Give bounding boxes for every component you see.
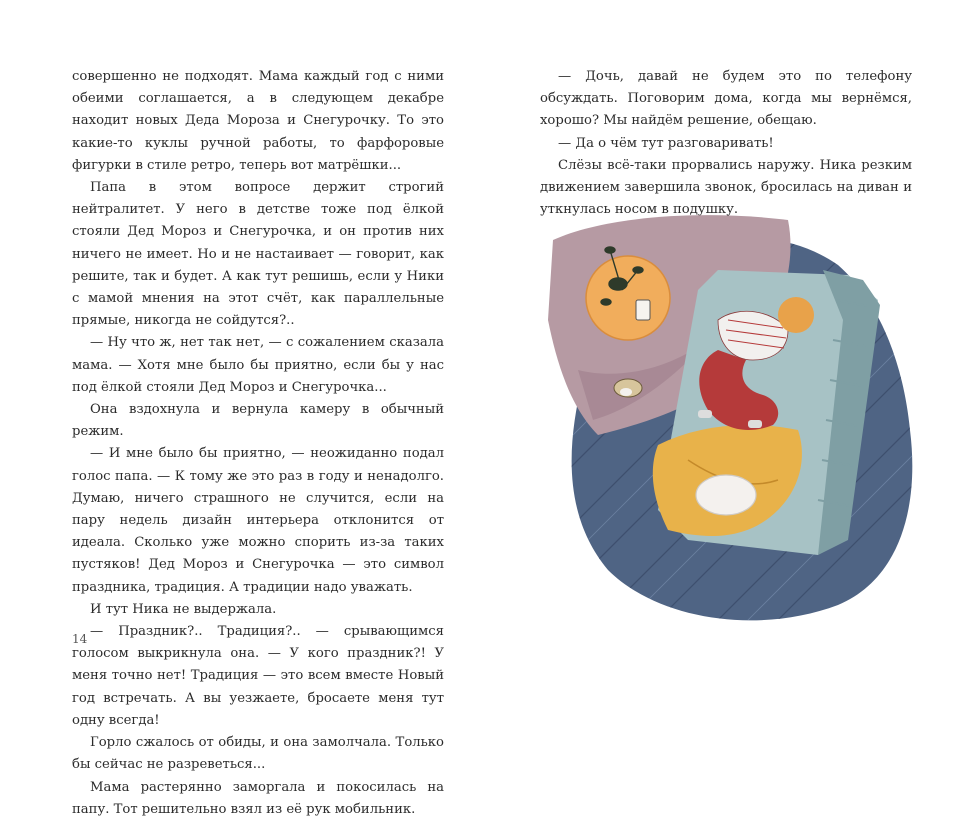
girl-head xyxy=(778,297,814,333)
illustration-svg xyxy=(548,210,918,630)
paragraph: — Да о чём тут разговаривать! xyxy=(558,135,774,151)
paragraph: И тут Ника не выдержала. xyxy=(90,601,277,617)
phone-icon xyxy=(636,300,650,320)
girl-sock xyxy=(698,410,712,418)
girl-sock xyxy=(748,420,762,428)
paragraph: — И мне было бы приятно, — неожиданно подал голос папа. — К тому же это раз в году и ненадолго. Думаю, ничего страшного не случится, если на пару недель дизайн интерьера отклонится от идеала. Сколько уже можно спорить из-за таких пустяков! Дед Мороз и Снегурочка — это символ праздника, традиция. А традиции надо уважать. xyxy=(72,446,444,595)
pillow xyxy=(696,475,756,515)
paragraph: Мама растерянно заморгала и покосилась на папу. Тот решительно взял из её рук мобильник. xyxy=(72,779,444,817)
paragraph: Она вздохнула и вернула камеру в обычный режим. xyxy=(72,402,444,440)
paragraph: Слёзы всё-таки прорвались наружу. Ника резким движением завершила звонок, бросилась на диван и уткнулась носом в подушку. xyxy=(540,157,912,218)
illustration-girl-on-sofa xyxy=(548,210,918,630)
paragraph: Папа в этом вопросе держит строгий нейтралитет. У него в детстве тоже под ёлкой стояли Дед Мороз и Снегурочка, и он против них ничего не имеет. Но и не настаивает — говорит, как решите, так и будет. А как тут решишь, если у Ники с мамой мнения на этот счёт, как параллельные прямые, никогда не сойдутся?.. xyxy=(72,180,444,329)
right-page-text xyxy=(540,66,912,221)
paragraph: — Дочь, давай не будем это по телефону обсуждать. Поговорим дома, когда мы вернёмся, хорошо? Мы найдём решение, обещаю. xyxy=(540,69,912,129)
paragraph: Горло сжалось от обиды, и она замолчала. Только бы сейчас не разреветься... xyxy=(72,735,444,773)
paragraph: — Ну что ж, нет так нет, — с сожалением сказала мама. — Хотя мне было бы приятно, если бы у нас под ёлкой стояли Дед Мороз и Снегурочка... xyxy=(72,335,444,395)
page-number: 14 xyxy=(72,632,88,646)
left-page-text xyxy=(72,66,444,821)
slipper-icon xyxy=(614,379,642,397)
paragraph: совершенно не подходят. Мама каждый год с ними обеими соглашается, а в следующем декабре находит новых Деда Мороза и Снегурочку. То это какие-то куклы ручной работы, то фарфоровые фигурки в стиле ретро, теперь вот матрёшки... xyxy=(72,69,444,173)
paragraph: — Праздник?.. Традиция?.. — срывающимся голосом выкрикнула она. — У кого праздник?! У меня точно нет! Традиция — это всем вместе Новый год встречать. А вы уезжаете, бросаете меня тут одну всегда! xyxy=(72,624,444,728)
